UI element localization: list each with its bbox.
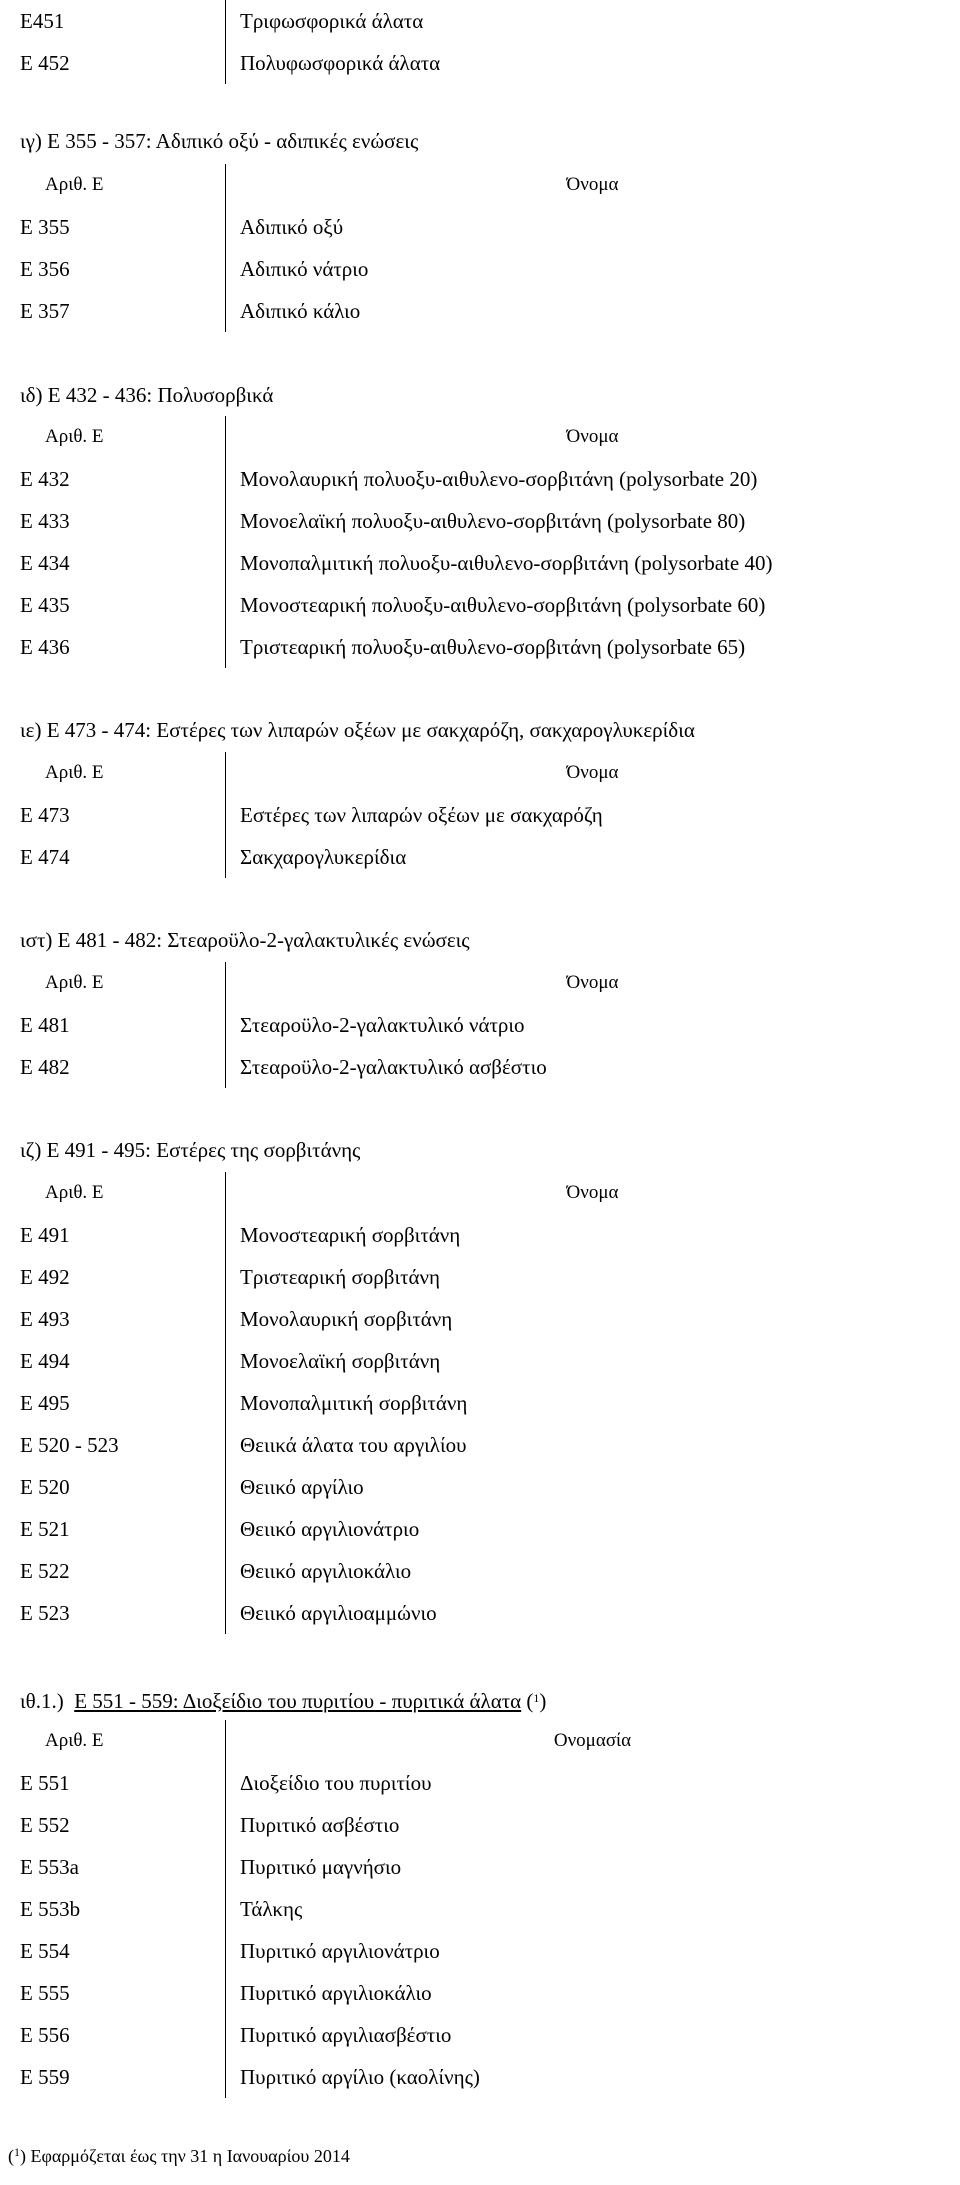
e-code: Ε 481 (20, 1013, 70, 1037)
table-row (0, 584, 960, 626)
e-code: Ε 552 (20, 1813, 70, 1837)
e-code: Ε 495 (20, 1391, 70, 1415)
column-divider (225, 836, 226, 878)
column-divider (225, 42, 226, 84)
column-divider (225, 1762, 226, 1804)
e-code: Ε 482 (20, 1055, 70, 1079)
e-code: Ε 559 (20, 2065, 70, 2089)
column-header-name: Όνομα (566, 972, 619, 993)
column-divider (225, 542, 226, 584)
additive-name: Πυριτικό ασβέστιο (240, 1813, 400, 1837)
additive-name: Μονοελαϊκή σορβιτάνη (240, 1349, 441, 1373)
additive-name: Σακχαρογλυκερίδια (240, 845, 407, 869)
section-heading-title: Ε 551 - 559: Διοξείδιο του πυριτίου - πυριτικά άλατα (74, 1689, 522, 1713)
column-divider (225, 1508, 226, 1550)
additive-name: Μονοπαλμιτική πολυοξυ-αιθυλενο-σορβιτάνη (polysorbate 40) (240, 551, 773, 575)
column-divider (225, 1046, 226, 1088)
e-code: Ε 520 (20, 1475, 70, 1499)
table-row (0, 2056, 960, 2098)
additive-name: Αδιπικό νάτριο (240, 257, 369, 281)
table-row (0, 1930, 960, 1972)
footnote-paren-open: ( (8, 2146, 14, 2166)
additive-name: Διοξείδιο του πυριτίου (240, 1771, 432, 1795)
table-row (0, 1888, 960, 1930)
table-header (0, 164, 960, 206)
table-row (0, 1256, 960, 1298)
column-divider (225, 500, 226, 542)
e-code: Ε 523 (20, 1601, 70, 1625)
table-row (0, 1508, 960, 1550)
additive-name: Τριστεαρική σορβιτάνη (240, 1265, 441, 1289)
table-row (0, 1846, 960, 1888)
section-heading-prefix: ιθ.1.) (20, 1689, 75, 1713)
section-heading (20, 1683, 546, 1716)
e-code: Ε 520 - 523 (20, 1433, 119, 1457)
column-divider (225, 626, 226, 668)
e-code: Ε 492 (20, 1265, 70, 1289)
column-divider (225, 1004, 226, 1046)
column-header-name: Όνομα (566, 1182, 619, 1203)
column-divider (225, 1592, 226, 1634)
additive-name: Μονολαυρική σορβιτάνη (240, 1307, 453, 1331)
footnote (8, 2145, 350, 2167)
e-code: Ε 554 (20, 1939, 70, 1963)
e-code: Ε 521 (20, 1517, 70, 1541)
column-header-code: Αριθ. Ε (45, 762, 104, 783)
additive-name: Πυριτικό αργίλιο (καολίνης) (240, 2065, 480, 2089)
column-divider (225, 584, 226, 626)
e-code: Ε 491 (20, 1223, 70, 1247)
e-code: Ε 355 (20, 215, 70, 239)
table-row (0, 2014, 960, 2056)
e-code: Ε 553a (20, 1855, 79, 1879)
additive-name: Θειικό αργίλιο (240, 1475, 364, 1499)
additive-name: Τριφωσφορικά άλατα (240, 9, 424, 33)
additive-name: Αδιπικό οξύ (240, 215, 344, 239)
additive-name: Στεαροϋλο-2-γαλακτυλικό ασβέστιο (240, 1055, 547, 1079)
table-row (0, 1340, 960, 1382)
additive-name: Πυριτικό μαγνήσιο (240, 1855, 402, 1879)
column-divider (225, 1256, 226, 1298)
table-row (0, 794, 960, 836)
column-divider (225, 1846, 226, 1888)
column-divider (225, 458, 226, 500)
additive-name: Θειικό αργιλιονάτριο (240, 1517, 420, 1541)
table-row (0, 626, 960, 668)
table-row (0, 1046, 960, 1088)
column-divider (225, 248, 226, 290)
e-code: Ε 433 (20, 509, 70, 533)
column-divider (225, 2014, 226, 2056)
additive-name: Μονοπαλμιτική σορβιτάνη (240, 1391, 468, 1415)
additive-name: Πυριτικό αργιλιοκάλιο (240, 1981, 432, 2005)
table-row (0, 1762, 960, 1804)
e-code: Ε 555 (20, 1981, 70, 2005)
e-code: Ε 356 (20, 257, 70, 281)
table-row (0, 1214, 960, 1256)
additive-name: Εστέρες των λιπαρών οξέων με σακχαρόζη (240, 803, 603, 827)
e-code: Ε 522 (20, 1559, 70, 1583)
column-header-name: Όνομα (566, 174, 619, 195)
e-code: Ε 494 (20, 1349, 70, 1373)
e-code: Ε 556 (20, 2023, 70, 2047)
table-header (0, 1172, 960, 1214)
e-code: Ε 432 (20, 467, 70, 491)
e-code: E451 (20, 9, 65, 33)
table-row (0, 458, 960, 500)
additive-name: Μονολαυρική πολυοξυ-αιθυλενο-σορβιτάνη (polysorbate 20) (240, 467, 758, 491)
table-header (0, 752, 960, 794)
section-heading: ιγ) Ε 355 - 357: Αδιπικό οξύ - αδιπικές ενώσεις (20, 129, 419, 153)
column-divider (225, 1550, 226, 1592)
column-divider (225, 1972, 226, 2014)
table-row (0, 0, 960, 42)
column-divider (225, 1298, 226, 1340)
additive-name: Τριστεαρική πολυοξυ-αιθυλενο-σορβιτάνη (polysorbate 65) (240, 635, 746, 659)
table-row (0, 206, 960, 248)
table-row (0, 1424, 960, 1466)
column-header-code: Αριθ. Ε (45, 1730, 104, 1751)
table-row (0, 42, 960, 84)
column-divider (225, 2056, 226, 2098)
column-header-name: Όνομα (566, 762, 619, 783)
table-row (0, 542, 960, 584)
table-row (0, 500, 960, 542)
table-header (0, 962, 960, 1004)
heading-paren-open: ( (521, 1689, 534, 1713)
table-row (0, 1972, 960, 2014)
table-row (0, 1298, 960, 1340)
table-header (0, 416, 960, 458)
column-header-name: Όνομα (566, 426, 619, 447)
e-code: Ε 452 (20, 51, 70, 75)
table-row (0, 1466, 960, 1508)
column-divider (225, 290, 226, 332)
additive-name: Πυριτικό αργιλιασβέστιο (240, 2023, 452, 2047)
column-divider (225, 1466, 226, 1508)
section-heading: ιδ) Ε 432 - 436: Πολυσορβικά (20, 383, 274, 407)
column-divider (225, 0, 226, 42)
column-divider (225, 1930, 226, 1972)
additive-name: Μονοελαϊκή πολυοξυ-αιθυλενο-σορβιτάνη (polysorbate 80) (240, 509, 746, 533)
additive-name: Πυριτικό αργιλιονάτριο (240, 1939, 440, 1963)
column-divider (225, 1382, 226, 1424)
heading-paren-close: ) (539, 1689, 547, 1713)
column-header-code: Αριθ. Ε (45, 1182, 104, 1203)
table-row (0, 1550, 960, 1592)
e-code: Ε 493 (20, 1307, 70, 1331)
additive-name: Μονοστεαρική πολυοξυ-αιθυλενο-σορβιτάνη (polysorbate 60) (240, 593, 766, 617)
e-code: Ε 474 (20, 845, 70, 869)
e-code: Ε 553b (20, 1897, 81, 1921)
e-code: Ε 473 (20, 803, 70, 827)
column-divider (225, 1340, 226, 1382)
table-row (0, 836, 960, 878)
additive-name: Τάλκης (240, 1897, 303, 1921)
column-divider (225, 1888, 226, 1930)
additive-name: Θειικό αργιλιοκάλιο (240, 1559, 412, 1583)
footnote-number: 1 (14, 2145, 20, 2159)
footnote-marker: 1 (533, 1691, 540, 1705)
table-row (0, 1804, 960, 1846)
table-row (0, 1592, 960, 1634)
e-code: Ε 357 (20, 299, 70, 323)
additive-name: Θειικά άλατα του αργιλίου (240, 1433, 467, 1457)
additive-name: Μονοστεαρική σορβιτάνη (240, 1223, 461, 1247)
additive-name: Θειικό αργιλιοαμμώνιο (240, 1601, 437, 1625)
column-header-code: Αριθ. Ε (45, 972, 104, 993)
column-divider (225, 794, 226, 836)
column-divider (225, 1424, 226, 1466)
column-divider (225, 206, 226, 248)
additive-name: Αδιπικό κάλιο (240, 299, 361, 323)
table-row (0, 290, 960, 332)
table-header (0, 1720, 960, 1762)
e-code: Ε 436 (20, 635, 70, 659)
table-row (0, 1382, 960, 1424)
table-row (0, 248, 960, 290)
column-header-name: Ονομασία (553, 1730, 632, 1751)
section-heading: ιστ) Ε 481 - 482: Στεαροϋλο-2-γαλακτυλικές ενώσεις (20, 928, 470, 952)
table-row (0, 1004, 960, 1046)
section-heading: ιε) Ε 473 - 474: Εστέρες των λιπαρών οξέων με σακχαρόζη, σακχαρογλυκερίδια (20, 718, 695, 742)
section-heading: ιζ) Ε 491 - 495: Εστέρες της σορβιτάνης (20, 1138, 361, 1162)
column-header-code: Αριθ. Ε (45, 426, 104, 447)
additive-name: Πολυφωσφορικά άλατα (240, 51, 441, 75)
column-divider (225, 1214, 226, 1256)
additive-name: Στεαροϋλο-2-γαλακτυλικό νάτριο (240, 1013, 525, 1037)
column-divider (225, 1804, 226, 1846)
e-code: Ε 434 (20, 551, 70, 575)
footnote-text: ) Εφαρμόζεται έως την 31 η Ιανουαρίου 2014 (20, 2146, 350, 2166)
e-code: Ε 551 (20, 1771, 70, 1795)
column-header-code: Αριθ. Ε (45, 174, 104, 195)
e-code: Ε 435 (20, 593, 70, 617)
